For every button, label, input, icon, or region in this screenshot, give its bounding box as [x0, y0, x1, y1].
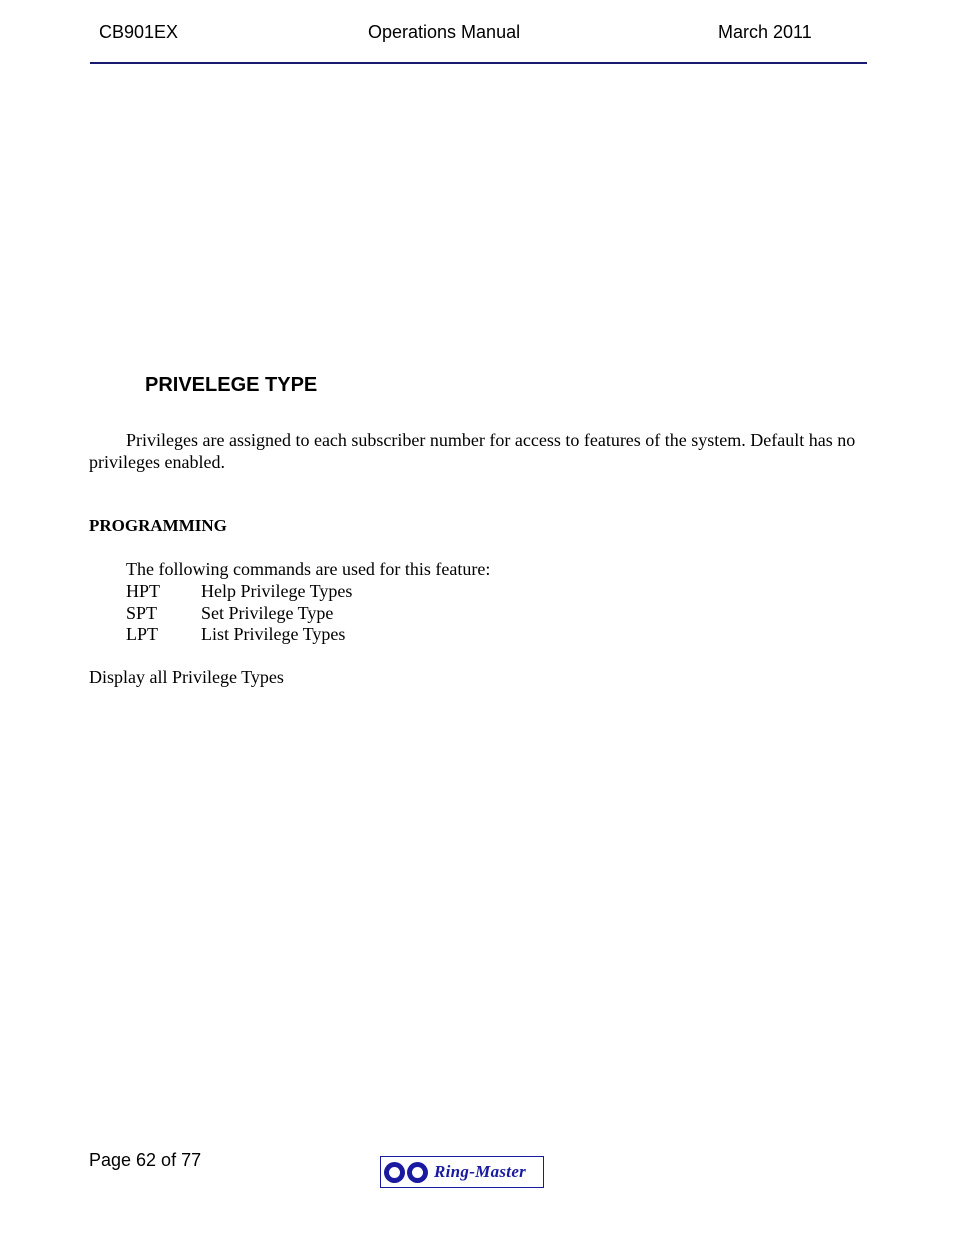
intro-paragraph: Privileges are assigned to each subscriber number for access to features of the system. Default has no privileges enabled.	[89, 430, 856, 472]
command-code: SPT	[126, 603, 158, 623]
header-rule	[90, 62, 867, 64]
header-date: March 2011	[718, 22, 812, 42]
header-title: Operations Manual	[368, 22, 521, 42]
programming-heading: PROGRAMMING	[89, 516, 227, 535]
command-code: LPT	[126, 624, 159, 644]
command-row	[126, 602, 333, 624]
commands-intro: The following commands are used for this feature:	[126, 559, 491, 579]
page-number: Page 62 of 77	[89, 1150, 202, 1170]
logo-text: Ring-Master	[434, 1162, 527, 1181]
command-desc: List Privilege Types	[201, 624, 346, 644]
header-doc-id: CB901EX	[99, 22, 179, 42]
ring-master-logo	[380, 1156, 544, 1188]
command-desc: Set Privilege Type	[201, 603, 334, 623]
command-row	[126, 623, 345, 645]
ring-icon	[384, 1162, 405, 1183]
section-title: PRIVELEGE TYPE	[145, 374, 318, 396]
display-all-text: Display all Privilege Types	[89, 667, 284, 687]
command-code: HPT	[126, 581, 161, 601]
command-desc: Help Privilege Types	[201, 581, 353, 601]
command-row	[126, 580, 352, 602]
ring-icon	[407, 1162, 428, 1183]
